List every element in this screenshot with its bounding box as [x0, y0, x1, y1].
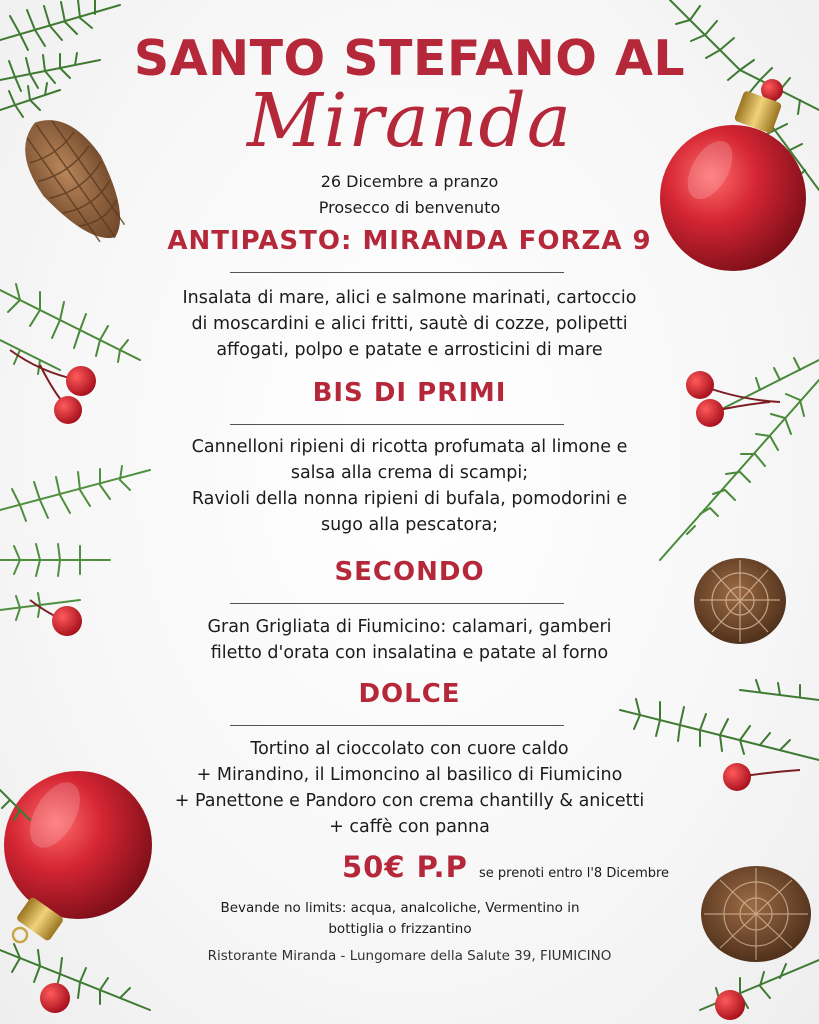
menu-line: sugo alla pescatora; — [320, 515, 499, 535]
menu-line: Ravioli della nonna ripieni di bufala, pomodorini e — [191, 489, 628, 509]
menu-line: salsa alla crema di scampi; — [290, 463, 529, 483]
drinks-info: Bevande no limits: acqua, analcoliche, Vermentino in bottiglia o frizzantino — [220, 900, 580, 937]
title-script-miranda: Miranda — [246, 78, 573, 164]
menu-line: + caffè con panna — [329, 817, 490, 837]
pine-branch-icon — [700, 960, 819, 1016]
dolce-description — [0, 736, 819, 840]
secondo-heading: SECONDO — [334, 557, 485, 587]
title-line-1: SANTO STEFANO AL — [133, 30, 686, 87]
menu-line: + Panettone e Pandoro con crema chantilly & anicetti — [174, 791, 645, 811]
menu-line: affogati, polpo e patate e arrosticini di mare — [216, 340, 603, 360]
secondo-description — [0, 614, 819, 666]
menu-line: Insalata di mare, alici e salmone marinati, cartoccio — [182, 288, 637, 308]
primi-description — [0, 434, 819, 538]
red-berry-icon — [715, 990, 745, 1020]
restaurant-address: Ristorante Miranda - Lungomare della Salute 39, FIUMICINO — [207, 948, 612, 964]
menu-line: Cannelloni ripieni di ricotta profumata al limone e — [191, 437, 628, 457]
price-note: se prenoti entro l'8 Dicembre — [479, 866, 670, 881]
menu-line: Tortino al cioccolato con cuore caldo — [250, 739, 569, 759]
section-divider — [230, 725, 564, 726]
event-date: 26 Dicembre a pranzo — [320, 172, 499, 191]
antipasto-heading: ANTIPASTO: MIRANDA FORZA 9 — [167, 226, 652, 256]
price: 50€ P.P — [342, 850, 468, 884]
section-divider — [230, 603, 564, 604]
section-divider — [230, 272, 564, 273]
menu-line: filetto d'orata con insalatina e patate al forno — [210, 643, 609, 663]
dolce-heading: DOLCE — [358, 679, 461, 709]
welcome-drink: Prosecco di benvenuto — [318, 198, 501, 217]
menu-line: + Mirandino, il Limoncino al basilico di Fiumicino — [196, 765, 623, 785]
menu-line: di moscardini e alici fritti, sautè di cozze, polipetti — [191, 314, 628, 334]
menu-line: Gran Grigliata di Fiumicino: calamari, gamberi — [207, 617, 612, 637]
red-berry-icon — [40, 983, 70, 1013]
section-divider — [230, 424, 564, 425]
antipasto-description — [0, 285, 819, 363]
primi-heading: BIS DI PRIMI — [312, 378, 507, 408]
